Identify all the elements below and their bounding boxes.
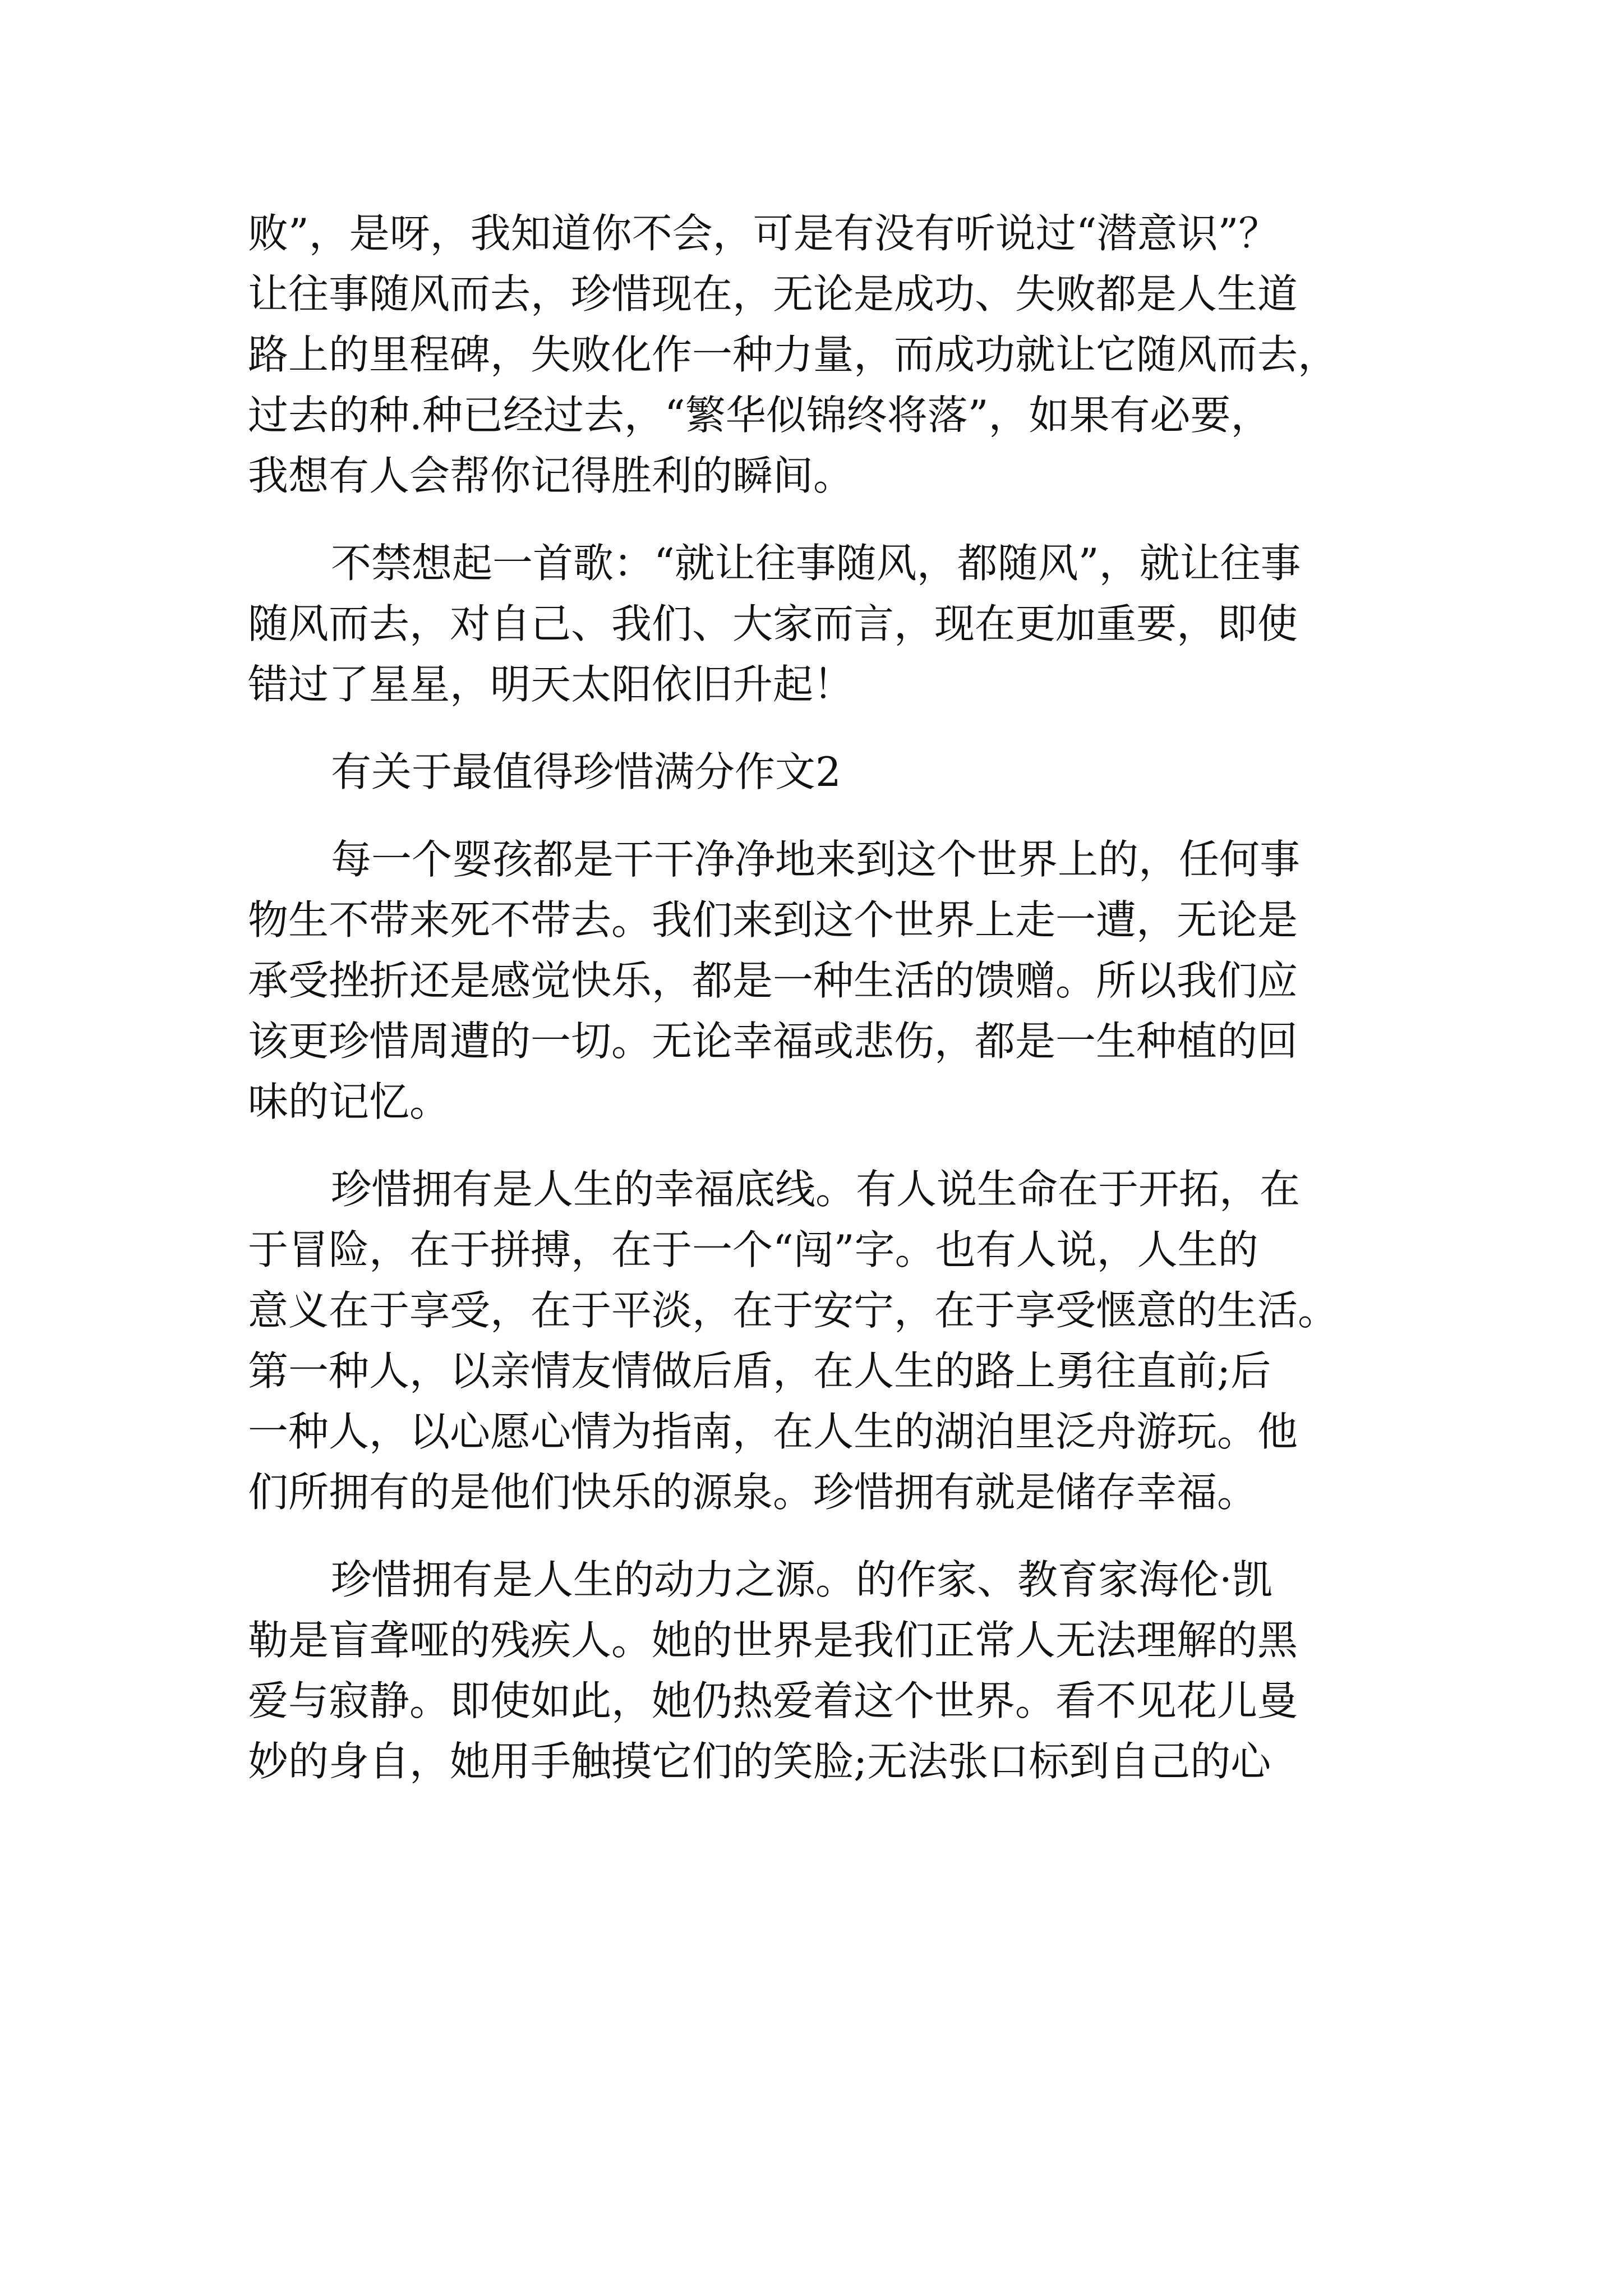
document-body <box>248 203 1381 1792</box>
text-line: 妙的身自，她用手触摸它们的笑脸;无法张口标到自己的心 <box>248 1738 1271 1785</box>
text-line: 意义在于享受，在于平淡，在于安宁，在于享受惬意的生活。 <box>248 1287 1339 1334</box>
text-line: 我想有人会帮你记得胜利的瞬间。 <box>248 452 854 499</box>
text-line: 味的记忆。 <box>248 1078 450 1125</box>
text-line: 路上的里程碑，失败化作一种力量，而成功就让它随风而去， <box>248 331 1339 378</box>
text-line: 不禁想起一首歌：“就让往事随风，都随风”，就让往事 <box>331 540 1301 587</box>
text-line: 该更珍惜周遭的一切。无论幸福或悲伤，都是一生种植的回 <box>248 1018 1298 1065</box>
text-line: 让往事随风而去，珍惜现在，无论是成功、失败都是人生道 <box>248 270 1298 318</box>
text-line: 于冒险，在于拼搏，在于一个“闯”字。也有人说，人生的 <box>248 1226 1258 1273</box>
paragraph-infant <box>248 829 1381 1132</box>
text-line: 承受挫折还是感觉快乐，都是一种生活的馈赠。所以我们应 <box>248 957 1298 1004</box>
text-line: 一种人，以心愿心情为指南，在人生的湖泊里泛舟游玩。他 <box>248 1408 1298 1455</box>
paragraph-song <box>248 533 1381 715</box>
text-line: 每一个婴孩都是干干净净地来到这个世界上的，任何事 <box>331 836 1301 883</box>
text-line: 错过了星星，明天太阳依旧升起！ <box>248 661 854 708</box>
text-line: 勒是盲聋哑的残疾人。她的世界是我们正常人无法理解的黑 <box>248 1617 1298 1664</box>
text-line: 爱与寂静。即使如此，她仍热爱着这个世界。看不见花儿曼 <box>248 1677 1298 1724</box>
text-line: 们所拥有的是他们快乐的源泉。珍惜拥有就是储存幸福。 <box>248 1469 1258 1516</box>
paragraph-happiness <box>248 1159 1381 1522</box>
paragraph-helen-keller <box>248 1549 1381 1792</box>
text-line: 第一种人，以亲情友情做后盾，在人生的路上勇往直前;后 <box>248 1347 1271 1395</box>
heading-text: 有关于最值得珍惜满分作文2 <box>331 748 841 795</box>
text-line: 珍惜拥有是人生的幸福底线。有人说生命在于开拓，在 <box>331 1166 1301 1213</box>
paragraph-continuation <box>248 203 1381 506</box>
section-heading <box>248 742 1381 802</box>
text-line: 珍惜拥有是人生的动力之源。的作家、教育家海伦·凯 <box>331 1556 1272 1603</box>
text-line: 物生不带来死不带去。我们来到这个世界上走一遭，无论是 <box>248 896 1298 944</box>
text-line: 随风而去，对自己、我们、大家而言，现在更加重要，即使 <box>248 600 1298 647</box>
text-line: 过去的种.种已经过去，“繁华似锦终将落”，如果有必要， <box>248 392 1271 439</box>
text-line: 败”，是呀，我知道你不会，可是有没有听说过“潜意识”？ <box>248 210 1279 257</box>
